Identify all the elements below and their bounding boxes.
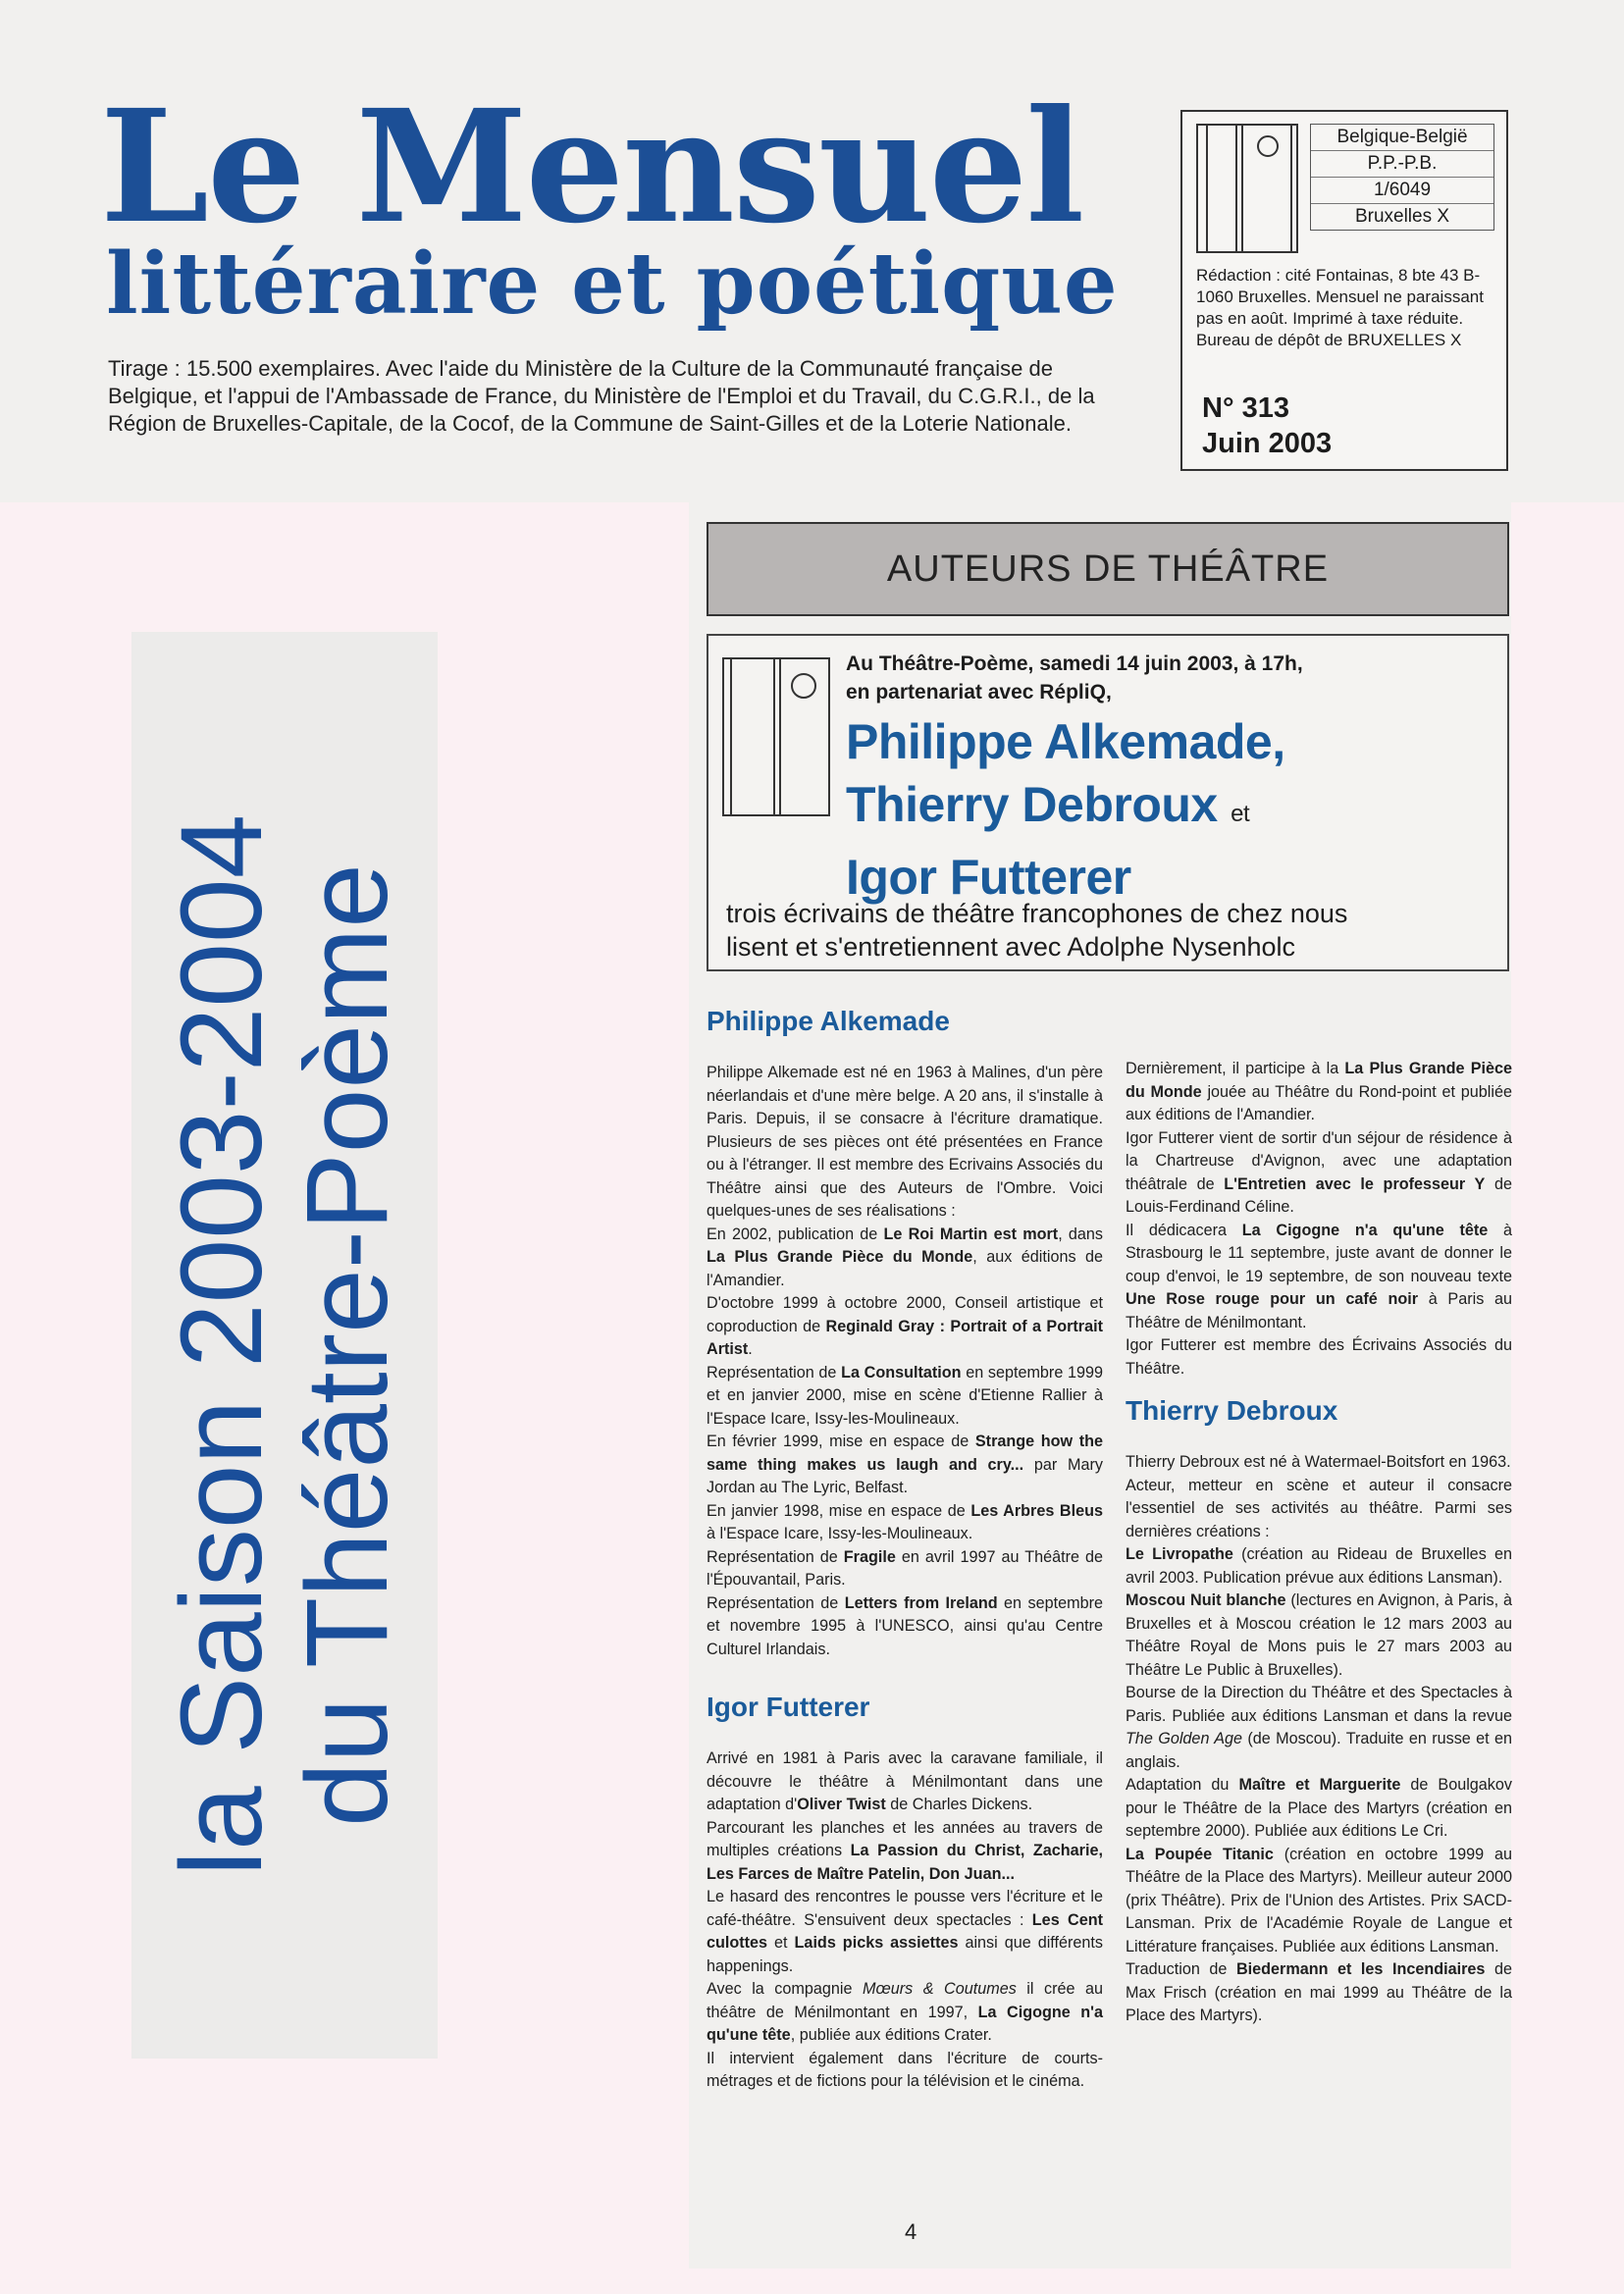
bio-paragraph: Adaptation du Maître et Marguerite de Boulgakov pour le Théâtre de la Place des Martyrs (création en septembre 2000). Publiée aux éditions Le Cri. [1126, 1776, 1512, 1840]
bio-paragraph: Représentation de Fragile en avril 1997 au Théâtre de l'Épouvantail, Paris. [707, 1547, 1103, 1589]
bio-paragraph: Acteur, metteur en scène et auteur il consacre l'essentiel de ses activités au théâtre. Parmi ses dernières créations : [1126, 1476, 1512, 1540]
author-name-alkemade: Philippe Alkemade, [846, 714, 1285, 769]
bio-paragraph: Igor Futterer est membre des Écrivains Associés du Théâtre. [1126, 1336, 1512, 1378]
event-partner-line: en partenariat avec RépliQ, [846, 681, 1112, 704]
issue-info [1202, 391, 1332, 461]
season-banner [131, 632, 438, 2059]
bio-paragraph: Arrivé en 1981 à Paris avec la caravane familiale, il découvre le théâtre à Ménilmontant dans une adaptation d'Oliver Twist de Charles Dickens. [707, 1749, 1103, 1813]
heading-futterer: Igor Futterer [707, 1692, 870, 1722]
bio-paragraph: Il dédicacera La Cigogne n'a qu'une tête à Strasbourg le 11 septembre, juste avant de donner le coup d'envoi, le 19 septembre, de son nouveau texte Une Rose rouge pour un café noir à Paris au Théâtre de Ménilmontant. [1126, 1221, 1512, 1331]
event-date [846, 650, 1503, 706]
event-date-line: Au Théâtre-Poème, samedi 14 juin 2003, à 17h, [846, 652, 1303, 675]
page-number: 4 [905, 2219, 917, 2244]
season-line-1: la Saison 2003-2004 [157, 813, 287, 1877]
bio-paragraph: Igor Futterer vient de sortir d'un séjour de résidence à la Chartreuse d'Avignon, avec une adaptation théâtrale de L'Entretien avec le professeur Y de Louis-Ferdinand Céline. [1126, 1128, 1512, 1216]
issue-number: N° 313 [1202, 392, 1289, 424]
postal-number: 1/6049 [1311, 178, 1493, 204]
bio-paragraph: Il intervient également dans l'écriture de courts-métrages et de fictions pour la télévision et le cinéma. [707, 2049, 1103, 2090]
event-description [726, 897, 1501, 964]
theatre-poeme-logo-icon [722, 657, 830, 816]
bio-paragraph: Le Livropathe (création au Rideau de Bruxelles en avril 2003. Publication prévue aux éditions Lansman). [1126, 1545, 1512, 1587]
postal-ppb: P.P.-P.B. [1311, 151, 1493, 178]
conjunction: et [1231, 801, 1250, 827]
heading-alkemade: Philippe Alkemade [707, 1006, 950, 1036]
bio-paragraph: Bourse de la Direction du Théâtre et des Spectacles à Paris. Publiée aux éditions Lansman et dans la revue The Golden Age (de Moscou). Traduite en russe et en anglais. [1126, 1684, 1512, 1771]
bio-paragraph: Philippe Alkemade est né en 1963 à Malines, d'un père néerlandais et d'une mère belge. A 20 ans, il s'installe à Paris. Depuis, il se consacre à l'écriture dramatique. Plusieurs de ses pièces ont été présentées en France ou à l'étranger. Il est membre des Ecrivains Associés du Théâtre ainsi que des Auteurs de l'Ombre. Voici quelques-unes de ses réalisations : [707, 1064, 1103, 1220]
bio-paragraph: Le hasard des rencontres le pousse vers l'écriture et le café-théâtre. S'ensuivent deux spectacles : Les Cent culottes et Laids picks assiettes ainsi que différents happenings. [707, 1888, 1103, 1975]
masthead [0, 0, 1624, 502]
author-name-debroux-line [846, 773, 1493, 846]
column-left [707, 1005, 1103, 2094]
season-line-2: du Théâtre-Poème [283, 863, 412, 1827]
event-desc-line-2: lisent et s'entretiennent avec Adolphe Nysenholc [726, 932, 1296, 962]
event-authors [846, 710, 1493, 909]
author-name-futterer: Igor Futterer [846, 850, 1131, 905]
issue-date: Juin 2003 [1202, 428, 1333, 459]
postal-stamp [1310, 124, 1494, 231]
newspaper-title: Le Mensuel [100, 77, 1083, 258]
bio-paragraph: Parcourant les planches et les années au travers de multiples créations La Passion du Christ, Zacharie, Les Farces de Maître Patelin, Don Juan... [707, 1818, 1103, 1883]
column-right [1126, 1058, 1512, 2028]
bio-paragraph: Avec la compagnie Mœurs & Coutumes il crée au théâtre de Ménilmontant en 1997, La Cigogne n'a qu'une tête, publiée aux éditions Crater. [707, 1980, 1103, 2044]
bio-paragraph: La Poupée Titanic (création en octobre 1999 au Théâtre de la Place des Martyrs). Meilleur auteur 2000 (prix Théâtre). Prix de l'Union des Artistes. Prix SACD-Lansman. Prix de l'Académie Royale de Langue et Littérature françaises. Publiée aux éditions Lansman. [1126, 1845, 1513, 1955]
bio-paragraph: D'octobre 1999 à octobre 2000, Conseil artistique et coproduction de Reginald Gray : Portrait of a Portrait Artist. [707, 1294, 1103, 1358]
bio-paragraph: Dernièrement, il participe à la La Plus Grande Pièce du Monde jouée au Théâtre du Rond-point et publiée aux éditions de l'Amandier. [1126, 1060, 1512, 1123]
bio-paragraph: En février 1999, mise en espace de Strange how the same thing makes us laugh and cry... par Mary Jordan au The Lyric, Belfast. [707, 1433, 1103, 1496]
section-title: AUTEURS DE THÉÂTRE [707, 522, 1509, 616]
tirage-note: Tirage : 15.500 exemplaires. Avec l'aide du Ministère de la Culture de la Communauté française de Belgique, et l'appui de l'Ambassade de France, du Ministère de l'Emploi et du Travail, du C.G.R.I., de la Région de Bruxelles-Capitale, de la Cocof, de la Commune de Saint-Gilles et de la Loterie Nationale. [108, 356, 1095, 436]
redaction-address: Rédaction : cité Fontainas, 8 bte 43 B-1060 Bruxelles. Mensuel ne paraissant pas en août. Imprimé à taxe réduite. Bureau de dépôt de BRUXELLES X [1196, 266, 1484, 349]
postal-city: Bruxelles X [1354, 206, 1450, 227]
bio-paragraph: Représentation de Letters from Ireland en septembre et novembre 1995 à l'UNESCO, ainsi qu'au Centre Culturel Irlandais. [707, 1593, 1103, 1658]
season-banner-text [159, 639, 410, 2052]
postal-country: Belgique-België [1311, 125, 1493, 151]
bio-paragraph: Traduction de Biedermann et les Incendiaires de Max Frisch (création en mai 1999 au Théâtre de la Place des Martyrs). [1126, 1960, 1512, 2024]
newspaper-subtitle: littéraire et poétique [106, 235, 1119, 334]
bio-paragraph: Moscou Nuit blanche (lectures en Avignon, à Paris, à Bruxelles et à Moscou création le 12 mars 2003 au Théâtre Royal de Mons puis le 27 mars 2003 au Théâtre Le Public à Bruxelles). [1126, 1591, 1512, 1679]
event-box [707, 634, 1509, 971]
article-page [689, 502, 1511, 2268]
bio-paragraph: En 2002, publication de Le Roi Martin est mort, dans La Plus Grande Pièce du Monde, aux éditions de l'Amandier. [707, 1225, 1104, 1289]
bio-paragraph: Représentation de La Consultation en septembre 1999 et en janvier 2000, mise en scène d'Etienne Rallier à l'Espace Icare, Issy-les-Moulineaux. [707, 1363, 1103, 1428]
postal-box [1180, 110, 1508, 471]
event-desc-line-1: trois écrivains de théâtre francophones de chez nous [726, 899, 1348, 928]
heading-debroux: Thierry Debroux [1126, 1395, 1338, 1426]
author-name-debroux: Thierry Debroux [846, 777, 1218, 832]
bio-paragraph: Thierry Debroux est né à Watermael-Boitsfort en 1963. [1126, 1453, 1511, 1471]
bio-paragraph: En janvier 1998, mise en espace de Les Arbres Bleus à l'Espace Icare, Issy-les-Moulineaux. [707, 1501, 1103, 1542]
theatre-poeme-logo-icon [1196, 124, 1298, 253]
